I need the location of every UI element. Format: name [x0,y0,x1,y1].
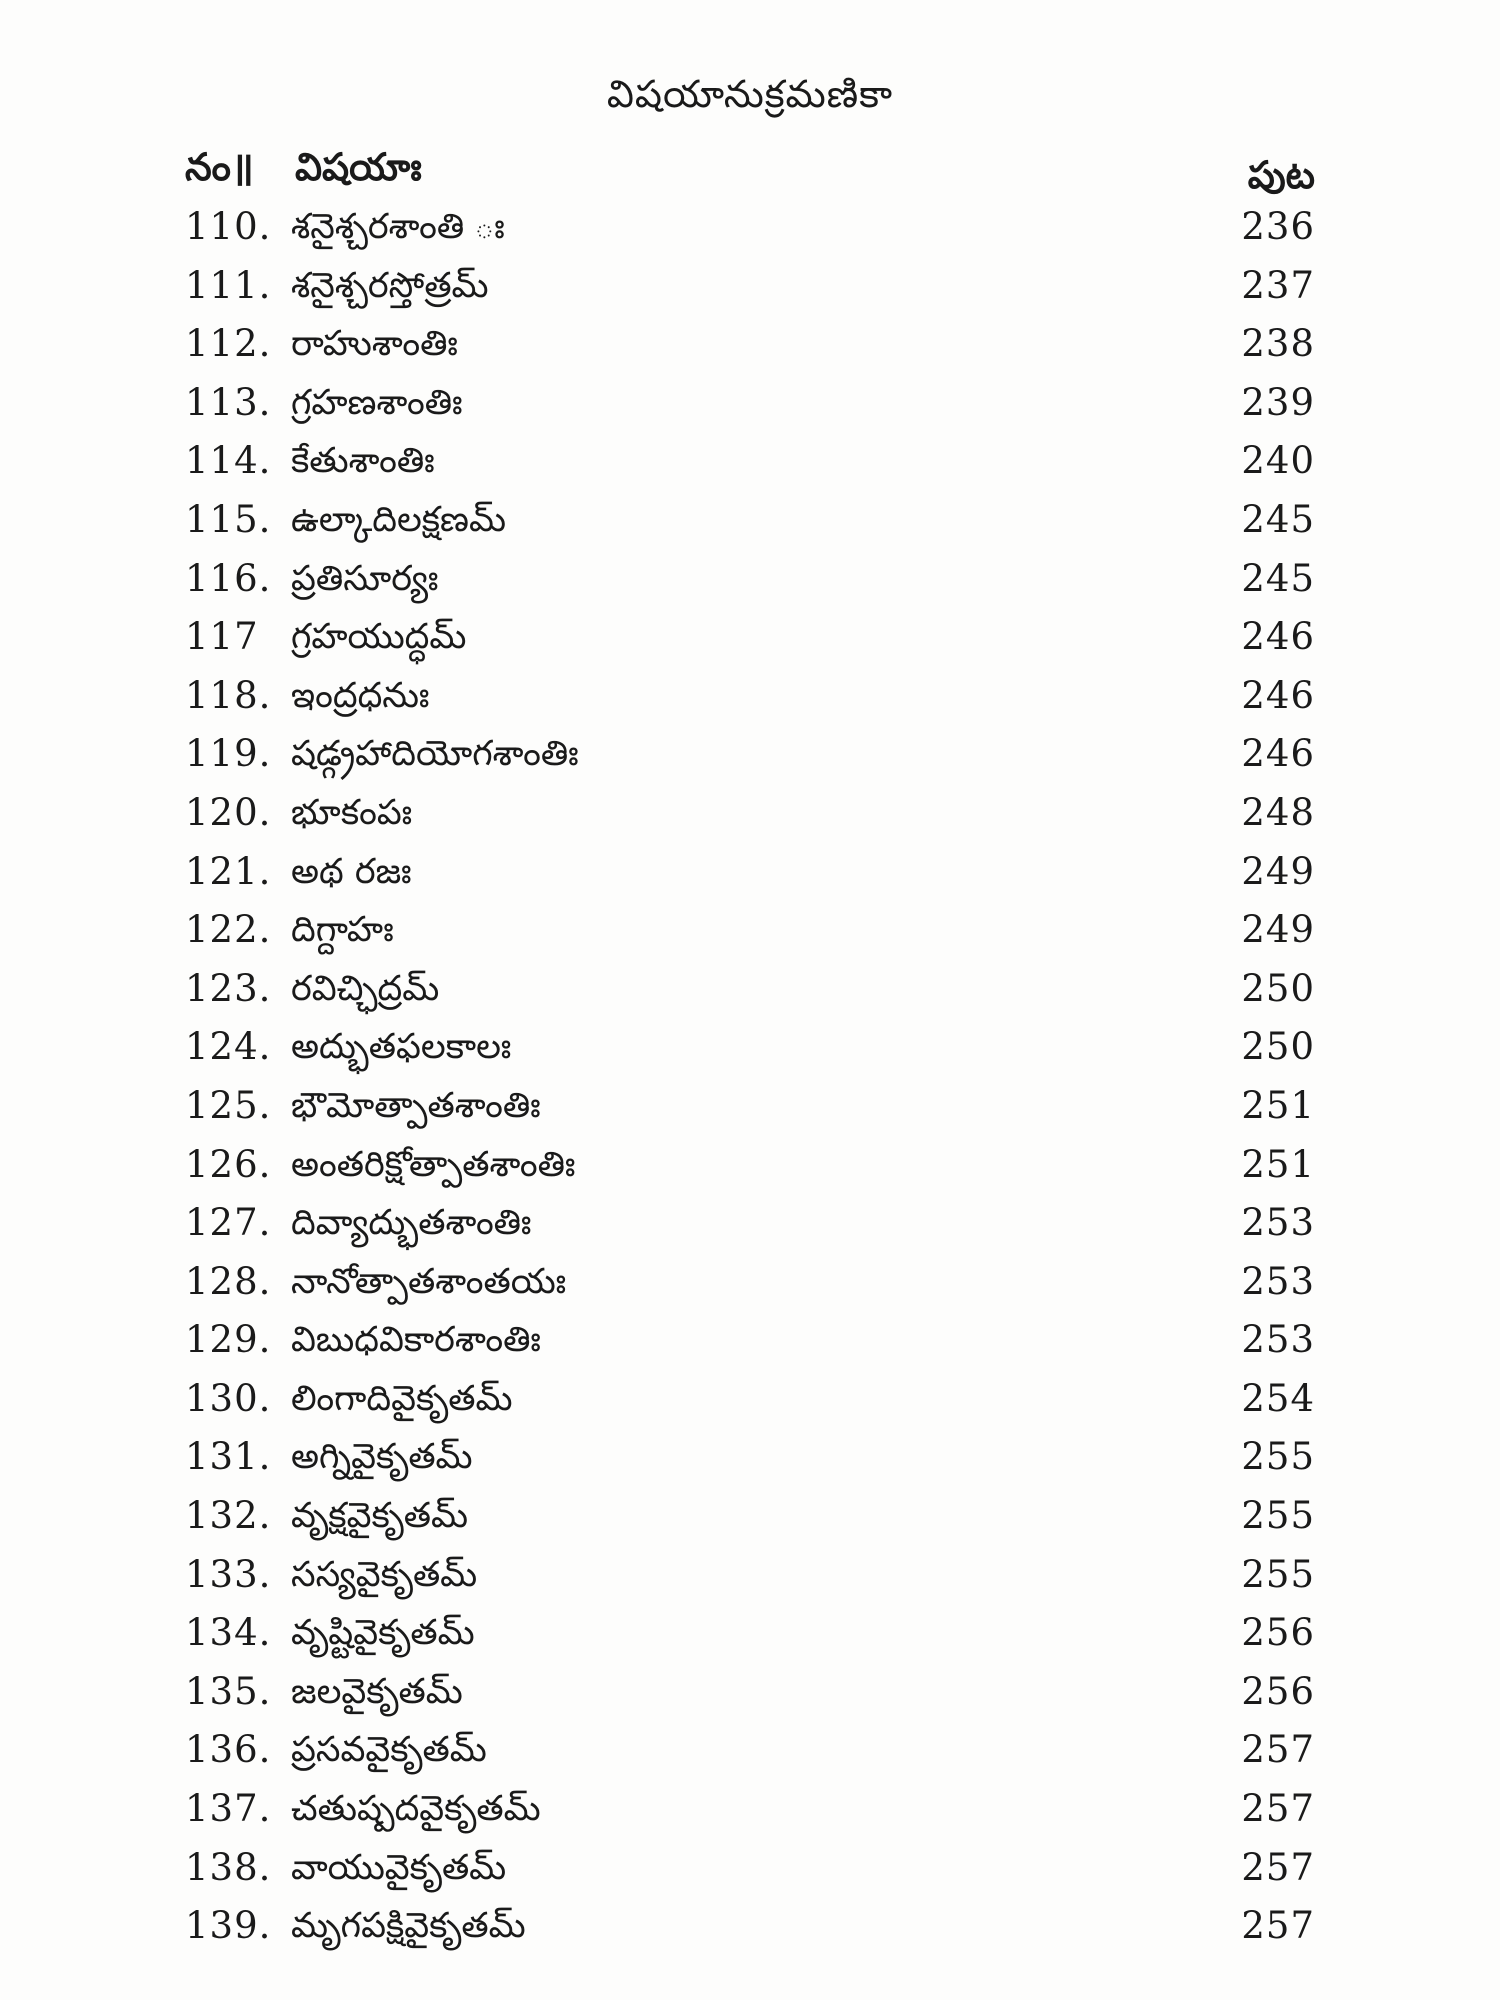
entry-topic: రవిచ్ఛిద్రమ్ [291,968,440,1009]
entry-topic: దిగ్దాహః [291,910,394,951]
entry-page: 250 [1241,1025,1315,1069]
entry-page: 255 [1241,1435,1315,1479]
entry-page: 238 [1241,322,1315,366]
entry-number: 119. [185,732,272,776]
list-item [185,374,1315,433]
list-item [185,491,1315,550]
entry-topic: వృష్టివైకృతమ్ [291,1613,475,1654]
list-item [185,1663,1315,1722]
list-item [185,843,1315,902]
entry-page: 254 [1241,1376,1315,1420]
entry-topic: శనైశ్చరశాంతి ః [291,207,505,247]
contents-list [185,198,1315,1956]
entry-number: 130. [185,1376,272,1420]
entry-topic: ఇంద్రధనుః [291,675,430,716]
list-item [185,1194,1315,1253]
entry-topic: జలవైకృతమ్ [291,1671,463,1712]
entry-page: 249 [1241,849,1315,893]
entry-topic: దివ్యాద్భుతశాంతిః [291,1203,532,1244]
entry-page: 257 [1241,1787,1315,1831]
entry-topic: కేతుశాంతిః [291,441,435,482]
list-item [185,257,1315,316]
entry-number: 112. [185,322,272,366]
entry-topic: భౌమోత్పాతశాంతిః [291,1085,541,1126]
list-item [185,1136,1315,1195]
entry-page: 253 [1241,1318,1315,1362]
list-item [185,1253,1315,1312]
entry-page: 245 [1241,556,1315,600]
entry-number: 123. [185,966,272,1010]
list-item [185,1897,1315,1956]
header-page: పుట [1247,153,1315,197]
entry-number: 124. [185,1025,272,1069]
entry-page: 245 [1241,497,1315,541]
entry-topic: అగ్నివైకృతమ్ [291,1437,473,1478]
entry-page: 255 [1241,1494,1315,1538]
entry-number: 116. [185,556,272,600]
entry-number: 128. [185,1259,272,1303]
entry-number: 132. [185,1494,272,1538]
entry-page: 250 [1241,966,1315,1010]
entry-number: 114. [185,439,272,483]
list-item [185,667,1315,726]
list-item [185,1428,1315,1487]
entry-page: 256 [1241,1611,1315,1655]
entry-page: 251 [1241,1142,1315,1186]
entry-topic: గ్రహణశాంతిః [291,382,463,423]
entry-number: 115. [185,497,272,541]
entry-topic: శనైశ్చరస్తోత్రమ్ [291,265,489,306]
entry-number: 134. [185,1611,272,1655]
list-item [185,725,1315,784]
list-item [185,1546,1315,1605]
list-item [185,432,1315,491]
entry-topic: లింగాదివైకృతమ్ [291,1378,513,1419]
entry-number: 113. [185,380,272,424]
entry-page: 253 [1241,1201,1315,1245]
list-item [185,1839,1315,1898]
list-item [185,1487,1315,1546]
entry-page: 249 [1241,908,1315,952]
entry-number: 122. [185,908,272,952]
entry-page: 257 [1241,1728,1315,1772]
entry-number: 117 [185,615,259,659]
entry-topic: గ్రహయుద్ధమ్ [291,617,467,658]
table-header [185,145,1315,205]
entry-topic: ఉల్కాదిలక్షణమ్ [291,499,506,540]
entry-page: 251 [1241,1083,1315,1127]
list-item [185,198,1315,257]
entry-topic: విబుధవికారశాంతిః [291,1320,541,1361]
entry-number: 120. [185,790,272,834]
entry-number: 118. [185,673,272,717]
entry-topic: అథ రజః [291,851,412,892]
entry-page: 246 [1241,732,1315,776]
entry-page: 240 [1241,439,1315,483]
entry-number: 136. [185,1728,272,1772]
entry-number: 110. [185,205,272,248]
entry-page: 248 [1241,790,1315,834]
entry-topic: వృక్షవైకృతమ్ [291,1496,468,1537]
entry-page: 239 [1241,380,1315,424]
entry-topic: రాహుశాంతిః [291,324,458,365]
list-item [185,1311,1315,1370]
list-item [185,901,1315,960]
entry-topic: భూకంపః [291,792,413,833]
list-item [185,1077,1315,1136]
list-item [185,1780,1315,1839]
entry-number: 125. [185,1083,272,1127]
entry-topic: చతుష్పదవైకృతమ్ [291,1789,541,1830]
list-item [185,960,1315,1019]
entry-page: 237 [1241,263,1315,307]
list-item [185,1604,1315,1663]
entry-page: 236 [1241,205,1315,248]
entry-number: 126. [185,1142,272,1186]
entry-number: 135. [185,1669,272,1713]
entry-page: 246 [1241,673,1315,717]
header-number: నం॥ [185,145,254,189]
entry-topic: ప్రతిసూర్యః [291,558,439,599]
entry-topic: షడ్గ్రహాదియోగశాంతిః [291,734,579,775]
list-item [185,315,1315,374]
entry-number: 137. [185,1787,272,1831]
entry-number: 121. [185,849,272,893]
entry-number: 129. [185,1318,272,1362]
entry-topic: ప్రసవవైకృతమ్ [291,1730,487,1771]
list-item [185,1721,1315,1780]
list-item [185,1370,1315,1429]
list-item [185,550,1315,609]
list-item [185,608,1315,667]
entry-page: 257 [1241,1904,1315,1948]
entry-number: 138. [185,1845,272,1889]
entry-number: 133. [185,1552,272,1596]
entry-page: 246 [1241,615,1315,659]
entry-topic: సస్యవైకృతమ్ [291,1554,478,1595]
entry-topic: నానోత్పాతశాంతయః [291,1261,567,1302]
entry-topic: అద్భుతఫలకాలః [291,1027,512,1068]
entry-page: 256 [1241,1669,1315,1713]
entry-topic: మృగపక్షివైకృతమ్ [291,1906,526,1947]
entry-page: 257 [1241,1845,1315,1889]
entry-number: 131. [185,1435,272,1479]
header-topic: విషయాః [295,145,422,189]
entry-page: 253 [1241,1259,1315,1303]
entry-topic: వాయువైకృతమ్ [291,1847,507,1888]
entry-number: 127. [185,1201,272,1245]
list-item [185,1018,1315,1077]
list-item [185,784,1315,843]
entry-topic: అంతరిక్షోత్పాతశాంతిః [291,1144,576,1185]
entry-number: 111. [185,263,272,307]
entry-number: 139. [185,1904,272,1948]
entry-page: 255 [1241,1552,1315,1596]
page-title: విషయానుక్రమణికా [606,72,894,116]
